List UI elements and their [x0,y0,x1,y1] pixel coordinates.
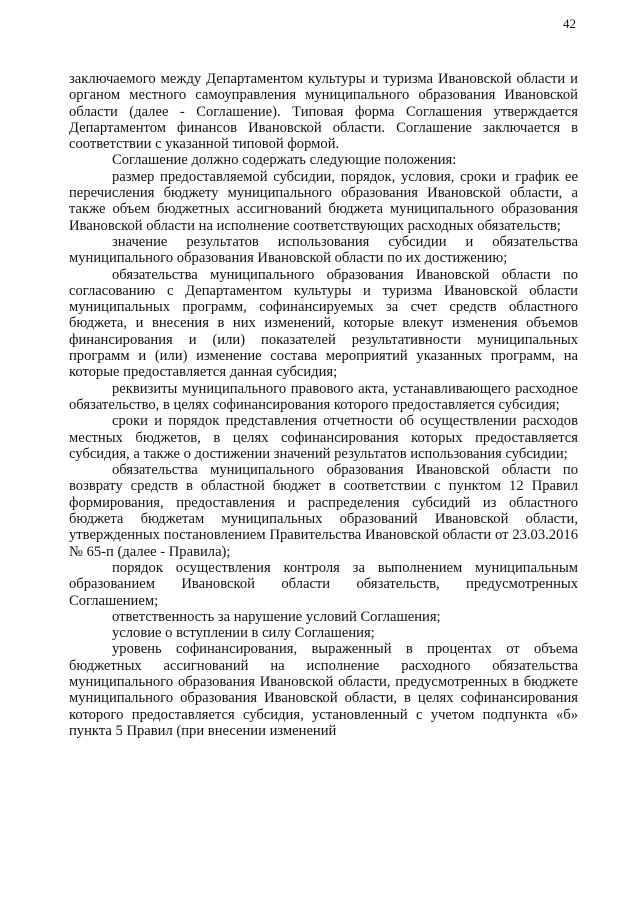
list-paragraph: размер предоставляемой субсидии, порядок, условия, сроки и график ее перечисления бюджету муниципального образования Ивановской области, а также объем бюджетных ассигнований бюджета муниципального образования Ивановской области на исполнение соответствующих расходных обязательств; [69,168,578,234]
list-paragraph: ответственность за нарушение условий Соглашения; [112,608,441,625]
list-paragraph: сроки и порядок представления отчетности об осуществлении расходов местных бюджетов, в целях софинансирования которых предоставляется субсидия, а также о достижении значений результатов использования субсидии; [69,413,578,462]
list-paragraph: обязательства муниципального образования Ивановской области по согласованию с Департаментом культуры и туризма Ивановской области муниципальных программ, софинансируемых за счет средств областного бюджета, и внесения в них изменений, которые влекут изменения объемов финансирования и (или) показателей результативности муниципальных программ и (или) изменение состава мероприятий указанных программ, на которые предоставляется данная субсидия; [69,266,578,381]
list-paragraph: обязательства муниципального образования Ивановской области по возврату средств в областной бюджет в соответствии с пунктом 12 Правил формирования, предоставления и распределения субсидий из областного бюджета бюджетам муниципальных образований Ивановской области, утвержденных постановлением Правительства Ивановской области от 23.03.2016 № 65-п (далее - Правила); [69,462,578,560]
list-paragraph: реквизиты муниципального правового акта, устанавливающего расходное обязательство, в целях софинансирования которого предоставляется субсидия; [69,380,578,413]
body-text [69,71,578,739]
list-paragraph: значение результатов использования субсидии и обязательства муниципального образования Ивановской области по их достижению; [69,233,578,267]
paragraph: Соглашение должно содержать следующие положения: [112,152,457,169]
list-paragraph: условие о вступлении в силу Соглашения; [112,625,375,642]
list-paragraph: уровень софинансирования, выраженный в процентах от объема бюджетных ассигнований на исполнение расходного обязательства муниципального образования Ивановской области, предусмотренных в бюджете муниципального образования Ивановской области, в целях софинансирования которого предоставляется субсидия, установленный с учетом подпункта «б» пункта 5 Правил (при внесении изменений [69,641,578,739]
paragraph-continuation: заключаемого между Департаментом культуры и туризма Ивановской области и органом местного самоуправления муниципального образования Ивановской области (далее - Соглашение). Типовая форма Соглашения утверждается Департаментом финансов Ивановской области. Соглашение заключается в соответствии с указанной типовой формой. [69,71,578,153]
page-number: 42 [563,16,576,31]
list-paragraph: порядок осуществления контроля за выполнением муниципальным образованием Ивановской области обязательств, предусмотренных Соглашением; [69,559,578,609]
